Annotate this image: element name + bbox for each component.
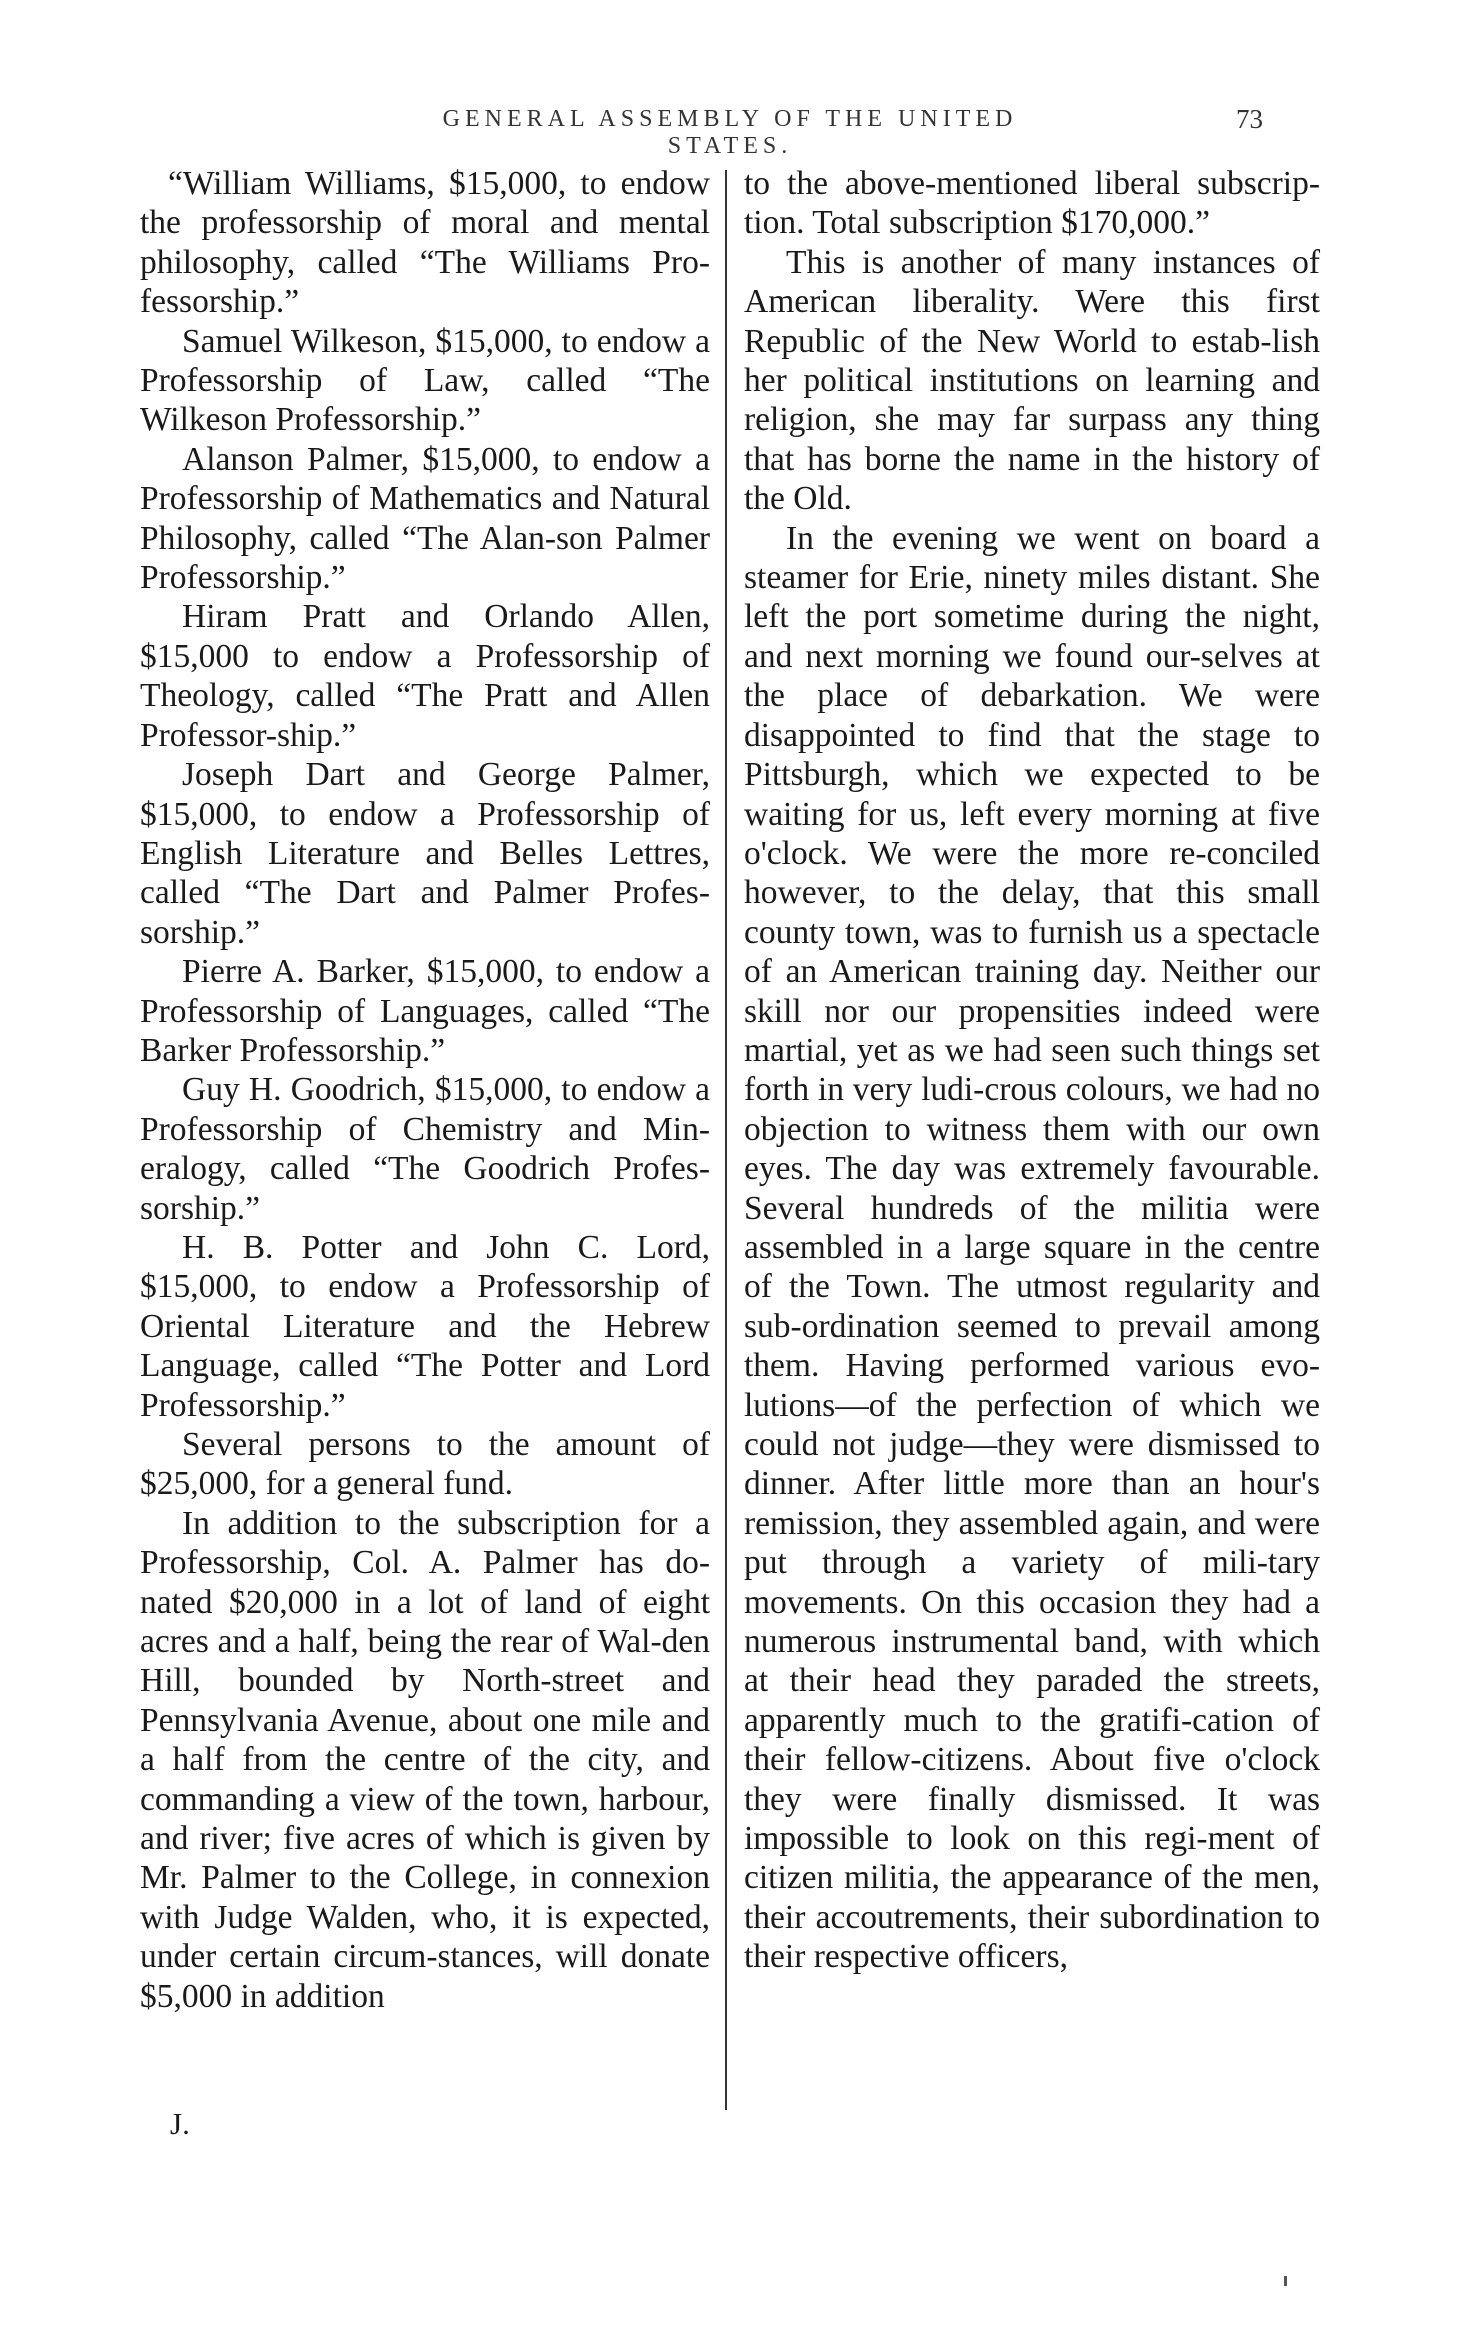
paragraph-potter-lord: H. B. Potter and John C. Lord, $15,000, to endow a Professorship of Oriental Literature and the Hebrew Language, called “The Potter and Lord Professorship.”: [140, 1228, 710, 1424]
paragraph-training-day: In the evening we went on board a steamer for Erie, ninety miles distant. She left the port sometime during the night, and next morning we found our-selves at the place of debarkation. We were disappointed to find that the stage to Pittsburgh, which we expected to be waiting for us, left every morning at five o'clock. We were the more re-conciled however, to the delay, that this small county town, was to furnish us a spectacle of an American training day. Neither our skill nor our propensities indeed were martial, yet as we had seen such things set forth in very ludi-crous colours, we had no objection to witness them with our own eyes. The day was extremely favourable. Several hundreds of the militia were assembled in a large square in the centre of the Town. The utmost regularity and sub-ordination seemed to prevail among them. Having performed various evo-lutions—of the perfection of which we could not judge—they were dismissed to dinner. After little more than an hour's remission, they assembled again, and were put through a variety of mili-tary movements. On this occasion they had a numerous instrumental band, with which at their head they paraded the streets, apparently much to the gratifi-cation of their fellow-citizens. About five o'clock they were finally dismissed. It was impossible to look on this regi-ment of citizen militia, the appearance of the men, their accoutrements, their subordination to their respective officers,: [744, 519, 1320, 1976]
paragraph-wilkeson: Samuel Wilkeson, $15,000, to endow a Professorship of Law, called “The Wilkeson Professorship.”: [140, 322, 710, 439]
paragraph-palmer: Alanson Palmer, $15,000, to endow a Professorship of Mathematics and Natural Philosophy, called “The Alan-son Palmer Professorship.”: [140, 440, 710, 597]
paragraph-continuation: to the above-mentioned liberal subscrip-tion. Total subscription $170,000.”: [744, 165, 1320, 242]
right-column: [744, 164, 1320, 1977]
paragraph-american-liberality: This is another of many instances of American liberality. Were this first Republic of the New World to estab-lish her political institutions on learning and religion, she may far surpass any thing that has borne the name in the history of the Old.: [744, 243, 1320, 518]
page-number: 73: [1236, 104, 1263, 134]
paragraph-barker: Pierre A. Barker, $15,000, to endow a Professorship of Languages, called “The Barker Professorship.”: [140, 953, 710, 1069]
paragraph-land-donation: In addition to the subscription for a Professorship, Col. A. Palmer has do-nated $20,000 in a lot of land of eight acres and a half, being the rear of Wal-den Hill, bounded by North-street and Pennsylvania Avenue, about one mile and a half from the centre of the city, and commanding a view of the town, harbour, and river; five acres of which is given by Mr. Palmer to the College, in connexion with Judge Walden, who, it is expected, under certain circum-stances, will donate $5,000 in addition: [140, 1504, 710, 2015]
signature: J.: [170, 2106, 190, 2141]
page-mark: [1284, 2276, 1287, 2286]
paragraph-goodrich: Guy H. Goodrich, $15,000, to endow a Professorship of Chemistry and Min-eralogy, called “The Goodrich Profes-sorship.”: [140, 1071, 710, 1227]
paragraph-dart-palmer: Joseph Dart and George Palmer, $15,000, to endow a Professorship of English Literature and Belles Lettres, called “The Dart and Palmer Profes-sorship.”: [140, 756, 710, 951]
left-column: [140, 164, 710, 2016]
running-head: GENERAL ASSEMBLY OF THE UNITED STATES.: [442, 106, 1018, 159]
paragraph-williams: “William Williams, $15,000, to endow the professorship of moral and mental philosophy, called “The Williams Pro-fessorship.”: [140, 165, 710, 321]
column-divider: [725, 170, 727, 2110]
paragraph-general-fund: Several persons to the amount of $25,000, for a general fund.: [140, 1426, 710, 1503]
paragraph-pratt-allen: Hiram Pratt and Orlando Allen, $15,000 to endow a Professorship of Theology, called “The Pratt and Allen Professor-ship.”: [140, 598, 710, 754]
